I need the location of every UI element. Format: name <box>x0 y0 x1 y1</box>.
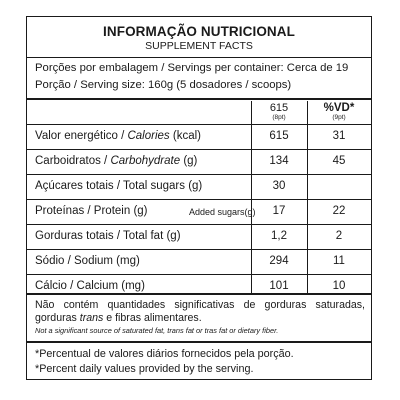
nutrient-label: Valor energético / Calories (kcal) <box>35 130 201 142</box>
nutrient-label: Carboidratos / Carbohydrate (g) <box>35 155 198 167</box>
added-sugars-label: Added sugars(g) <box>189 207 256 217</box>
nutrient-amount: 1,2 <box>271 230 287 242</box>
nutrient-row-carbohydrate <box>27 150 371 174</box>
nutrient-row-total-sugars <box>27 175 371 199</box>
nutrient-daily-value: 10 <box>332 280 346 292</box>
nutrient-label: Açúcares totais / Total sugars (g) <box>35 180 203 192</box>
nutrient-amount: 615 <box>269 130 289 142</box>
nutrient-label: Proteínas / Protein (g) <box>35 205 148 217</box>
not-significant-note-pt: Não contém quantidades significativas de gorduras saturadas, gorduras trans e fibras alimentares. <box>35 299 365 324</box>
nutrient-daily-value: 45 <box>332 155 346 167</box>
nutrient-row-calcium <box>27 275 371 299</box>
nutrient-amount: 30 <box>272 180 286 192</box>
nutrient-row-calories <box>27 125 371 149</box>
panel-subtitle: SUPPLEMENT FACTS <box>145 40 253 52</box>
daily-value-header: %VD* <box>323 102 355 114</box>
divider-thick <box>27 341 371 343</box>
serving-size: Porção / Serving size: 160g (5 dosadores / scoops) <box>35 79 292 91</box>
nutrient-row-sodium <box>27 250 371 274</box>
nutrient-label: Gorduras totais / Total fat (g) <box>35 230 181 242</box>
nutrient-daily-value: 2 <box>335 230 343 242</box>
nutrient-amount: 101 <box>269 280 289 292</box>
nutrient-amount: 134 <box>269 155 289 167</box>
nutrient-daily-value: 11 <box>333 255 345 267</box>
nutrient-label: Sódio / Sodium (mg) <box>35 255 140 267</box>
amount-header: 615 <box>269 102 289 114</box>
footnote-en: *Percent daily values provided by the serving. <box>35 363 254 375</box>
nutrient-amount: 294 <box>269 255 289 267</box>
not-significant-note-en: Not a significant source of saturated fat, trans fat or tras fat or dietary fiber. <box>35 326 279 335</box>
nutrient-daily-value: 31 <box>332 130 346 142</box>
footnote-pt: *Percentual de valores diários fornecidos pela porção. <box>35 348 294 360</box>
nutrition-facts-panel <box>26 16 372 380</box>
divider-thick <box>27 293 371 295</box>
daily-value-header-note: (9pt) <box>332 114 346 121</box>
servings-per-container: Porções por embalagem / Servings per container: Cerca de 19 <box>35 62 349 74</box>
nutrient-amount: 17 <box>272 205 286 217</box>
nutrient-row-protein <box>27 200 371 224</box>
divider-thick <box>27 98 371 100</box>
nutrient-row-total-fat <box>27 225 371 249</box>
amount-header-note: (8pt) <box>272 114 286 121</box>
panel-title: INFORMAÇÃO NUTRICIONAL <box>103 24 295 39</box>
nutrient-label: Cálcio / Calcium (mg) <box>35 280 145 292</box>
nutrient-daily-value: 22 <box>332 205 346 217</box>
divider <box>27 57 371 58</box>
